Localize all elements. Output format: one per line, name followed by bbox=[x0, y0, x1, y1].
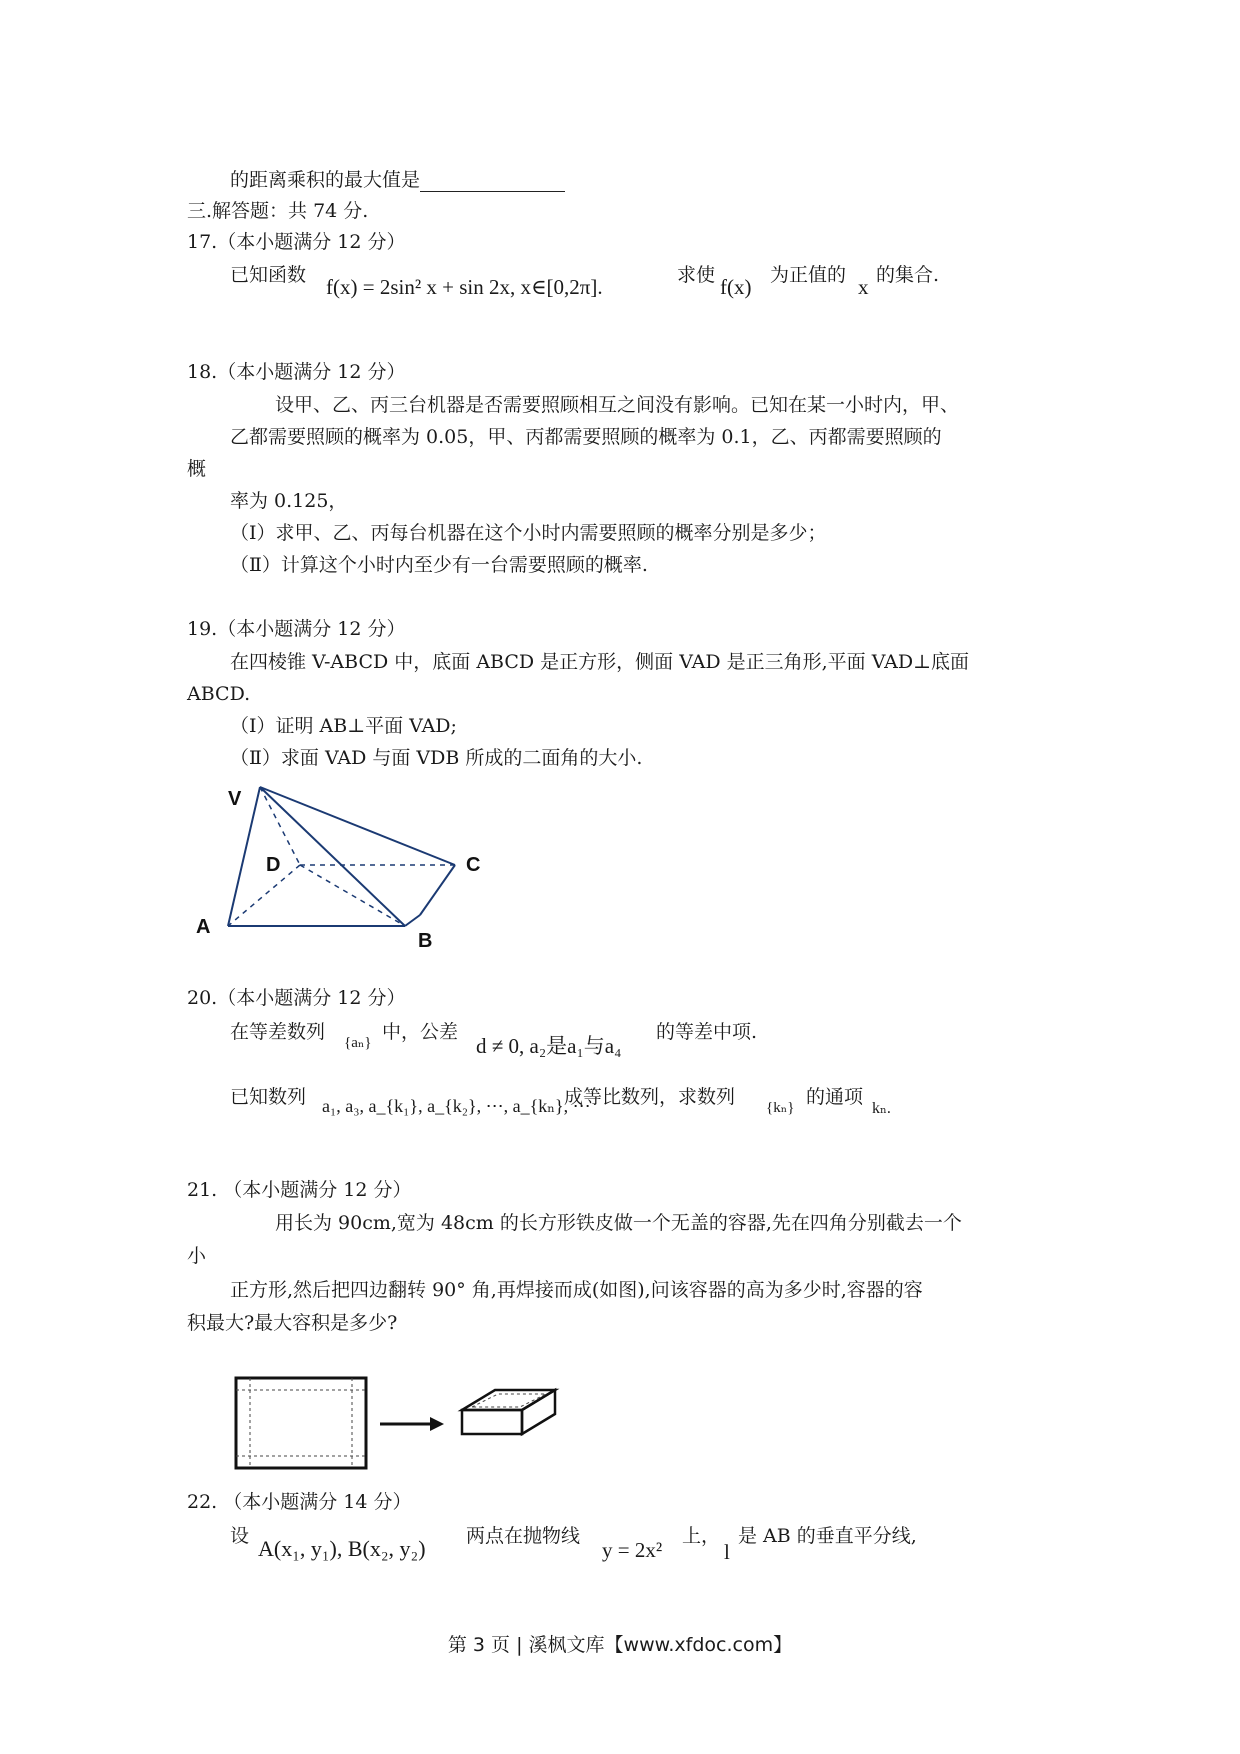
box-front bbox=[462, 1410, 522, 1434]
q17-x: x bbox=[858, 275, 869, 299]
edge-VB bbox=[260, 787, 405, 926]
label-B: B bbox=[418, 930, 433, 952]
q17-heading: 17.（本小题满分 12 分） bbox=[187, 231, 406, 253]
previous-question-tail bbox=[230, 168, 565, 192]
container-figure bbox=[230, 1350, 570, 1475]
edge-BC2 bbox=[420, 865, 455, 915]
text: 的距离乘积的最大值是 bbox=[230, 169, 421, 191]
q22-heading: 22. （本小题满分 14 分） bbox=[187, 1491, 412, 1513]
q17-mid2: 为正值的 bbox=[770, 264, 847, 286]
cut-lines bbox=[236, 1378, 366, 1468]
q17-fx: f(x) bbox=[720, 275, 752, 299]
label-A: A bbox=[196, 916, 211, 938]
pyramid-edges bbox=[228, 787, 455, 926]
q20-l2a: 已知数列 bbox=[230, 1086, 307, 1108]
edge-DB bbox=[300, 865, 405, 926]
q22-mid2: 上， bbox=[682, 1525, 721, 1547]
q22-mid: 两点在抛物线 bbox=[466, 1525, 581, 1547]
box-side bbox=[522, 1390, 555, 1434]
q20-condition: d ≠ 0, a₂是a₁与a₄ bbox=[476, 1034, 622, 1058]
q20-l1c: 的等差中项. bbox=[656, 1021, 758, 1043]
q20-l1a: 在等差数列 bbox=[230, 1021, 326, 1043]
q22-points: A(x₁, y₁), B(x₂, y₂) bbox=[258, 1536, 426, 1561]
q18-heading: 18.（本小题满分 12 分） bbox=[187, 361, 406, 383]
q20-l1b: 中，公差 bbox=[382, 1021, 459, 1043]
arrow-head bbox=[430, 1417, 444, 1431]
q18-line2: 乙都需要照顾的概率为 0.05，甲、丙都需要照顾的概率为 0.1，乙、丙都需要照顾的 bbox=[230, 426, 942, 448]
q18-line1: 设甲、乙、丙三台机器是否需要照顾相互之间没有影响。已知在某一小时内，甲、 bbox=[275, 394, 960, 416]
q21-line1: 用长为 90cm,宽为 48cm 的长方形铁皮做一个无盖的容器,先在四角分别截去一个 bbox=[275, 1212, 962, 1234]
q19-line1: 在四棱锥 V-ABCD 中，底面 ABCD 是正方形，侧面 VAD 是正三角形,平面 VAD⊥底面 bbox=[230, 651, 969, 673]
q21-line3: 正方形,然后把四边翻转 90° 角,再焊接而成(如图),问该容器的高为多少时,容器的容 bbox=[230, 1279, 923, 1301]
edge-DA bbox=[228, 865, 300, 926]
q18-part2: （Ⅱ）计算这个小时内至少有一台需要照顾的概率. bbox=[230, 554, 648, 576]
q18-part1: （Ⅰ）求甲、乙、丙每台机器在这个小时内需要照顾的概率分别是多少； bbox=[230, 522, 827, 544]
q17-formula: f(x) = 2sin² x + sin 2x, x∈[0,2π]. bbox=[326, 275, 603, 299]
label-V: V bbox=[228, 788, 242, 810]
q18-line3: 概 bbox=[187, 458, 207, 480]
q22-tail: 是 AB 的垂直平分线, bbox=[738, 1525, 917, 1547]
q21-line4: 积最大?最大容积是多少? bbox=[187, 1312, 398, 1334]
label-D: D bbox=[266, 854, 281, 876]
page-footer: 第 3 页 | 溪枫文库【www.xfdoc.com】 bbox=[447, 1634, 793, 1656]
open-box bbox=[462, 1390, 555, 1434]
q21-line2: 小 bbox=[187, 1245, 207, 1267]
section-heading: 三.解答题：共 74 分. bbox=[187, 200, 369, 222]
sheet-rect bbox=[236, 1378, 366, 1468]
q21-heading: 21. （本小题满分 12 分） bbox=[187, 1179, 412, 1201]
q22-parabola: y = 2x² bbox=[602, 1538, 663, 1562]
q17-pre: 已知函数 bbox=[230, 264, 307, 286]
pyramid-figure bbox=[190, 775, 510, 950]
q20-kn2: kₙ. bbox=[872, 1100, 891, 1117]
label-C: C bbox=[466, 854, 481, 876]
q17-mid1: 求使 bbox=[677, 264, 716, 286]
q20-kn: {kₙ} bbox=[766, 1100, 795, 1116]
q22-pre: 设 bbox=[230, 1525, 250, 1547]
q17-tail: 的集合. bbox=[876, 264, 940, 286]
edge-BC1 bbox=[405, 915, 420, 926]
q18-line4: 率为 0.125， bbox=[230, 490, 348, 512]
q20-l2c: 的通项 bbox=[806, 1086, 864, 1108]
arrow bbox=[380, 1417, 444, 1431]
q20-l2b: 成等比数列，求数列 bbox=[564, 1086, 736, 1108]
q19-part2: （Ⅱ）求面 VAD 与面 VDB 所成的二面角的大小. bbox=[230, 747, 643, 769]
q20-heading: 20.（本小题满分 12 分） bbox=[187, 987, 406, 1009]
q19-heading: 19.（本小题满分 12 分） bbox=[187, 618, 406, 640]
q22-l: l bbox=[724, 1540, 730, 1564]
pyramid-hidden-edges bbox=[228, 787, 455, 926]
edge-VC bbox=[260, 787, 455, 865]
q20-an: {aₙ} bbox=[344, 1035, 372, 1051]
q19-line2: ABCD. bbox=[187, 683, 251, 705]
flat-sheet bbox=[236, 1378, 366, 1468]
q19-part1: （Ⅰ）证明 AB⊥平面 VAD; bbox=[230, 715, 457, 737]
q20-sequence: a₁, a₃, a_{k₁}, a_{k₂}, ⋯, a_{kₙ}, ⋯ bbox=[322, 1096, 591, 1116]
answer-blank bbox=[420, 171, 565, 192]
